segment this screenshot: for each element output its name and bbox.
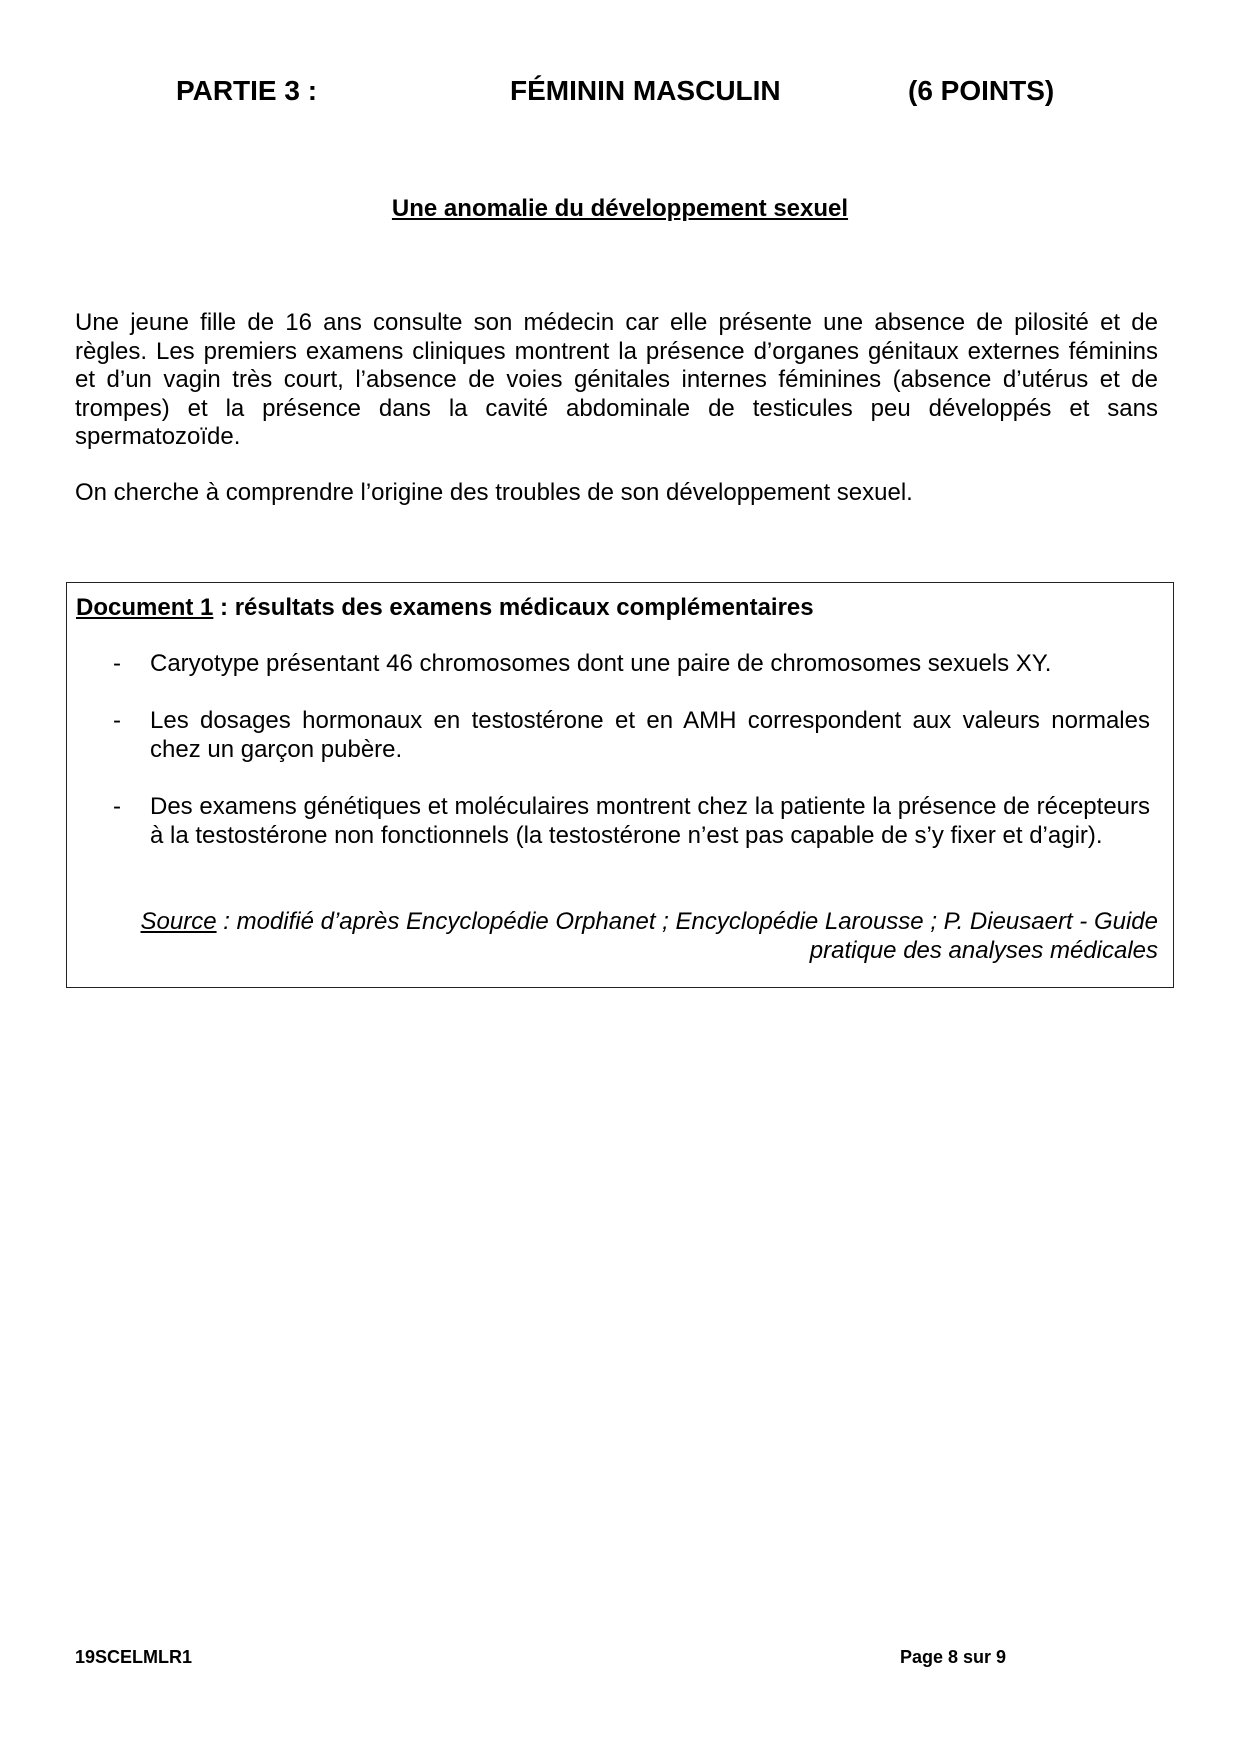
document-1-box — [66, 582, 1174, 988]
document-item-2-text: Les dosages hormonaux en testostérone et en AMH correspondent aux valeurs normales chez un garçon pubère. — [150, 707, 1150, 763]
intro-paragraph-1: Une jeune fille de 16 ans consulte son médecin car elle présente une absence de pilosité et de règles. Les premiers examens cliniques montrent la présence d’organes génitaux externes féminins et d’un vagin très court, l’absence de voies génitales internes féminines (absence d’utérus et de trompes) et la présence dans la cavité abdominale de testicules peu développés et sans spermatozoïde. — [75, 309, 1158, 450]
document-1-heading — [76, 593, 814, 623]
document-1-label: Document 1 — [76, 594, 214, 621]
document-item-3-text: Des examens génétiques et moléculaires montrent chez la patiente la présence de récepteurs à la testostérone non fonctionnels (la testostérone n’est pas capable de s’y fixer et d’agir). — [150, 793, 1150, 849]
document-source — [118, 908, 1158, 965]
intro-paragraph-2: On cherche à comprendre l’origine des troubles de son développement sexuel. — [75, 479, 913, 506]
footer-exam-code: 19SCELMLR1 — [75, 1647, 193, 1667]
part-points: (6 POINTS) — [908, 75, 1055, 106]
part-title: FÉMININ MASCULIN — [510, 75, 781, 106]
document-item-1-text: Caryotype présentant 46 chromosomes dont une paire de chromosomes sexuels XY. — [150, 650, 1052, 677]
bullet-dash-1: - — [113, 650, 121, 677]
source-label: Source — [140, 908, 217, 935]
bullet-dash-3: - — [113, 793, 121, 820]
document-1-title: : résultats des examens médicaux complémentaires — [213, 594, 814, 621]
source-text: : modifié d’après Encyclopédie Orphanet ; Encyclopédie Larousse ; P. Dieusaert - Guide pratique des analyses médicales — [216, 908, 1158, 964]
bullet-dash-2: - — [113, 707, 121, 734]
section-subtitle: Une anomalie du développement sexuel — [391, 195, 849, 222]
part-number: PARTIE 3 : — [176, 75, 318, 106]
footer-page-number: Page 8 sur 9 — [900, 1647, 1007, 1667]
